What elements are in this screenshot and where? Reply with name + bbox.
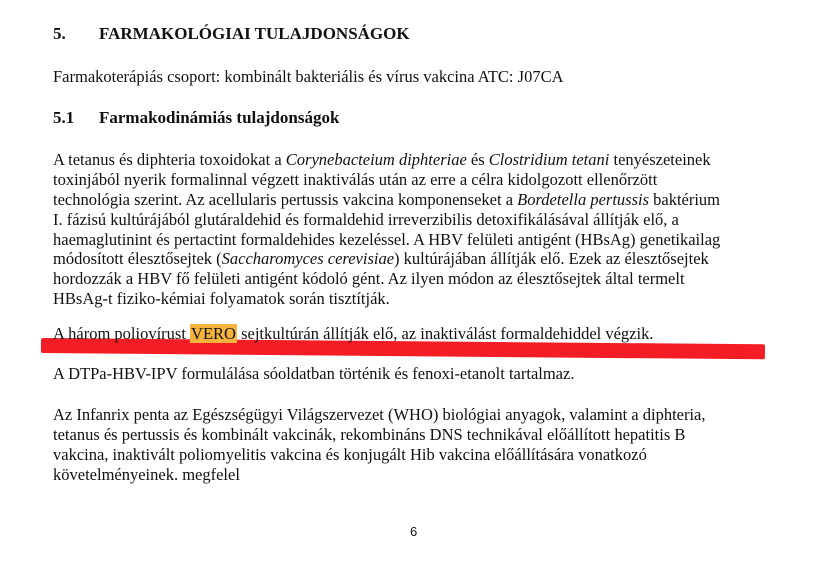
para1-line: HBsAg-t fiziko-kémiai folyamatok során tisztítják. [53,289,390,308]
para1-line [53,190,720,210]
section-title: FARMAKOLÓGIAI TULAJDONSÁGOK [99,24,410,43]
para4-line: tetanus és pertussis és kombinált vakcinák, rekombináns DNS technikával előállított hepatitis B [53,425,686,444]
section-number: 5. [53,24,66,43]
para3-line: A DTPa-HBV-IPV formulálása sóoldatban történik és fenoxi-etanolt tartalmaz. [53,364,575,383]
text-run: módosított élesztősejtek ( [53,249,222,268]
text-run: baktérium [649,190,721,209]
species-name: Bordetella pertussis [517,190,649,209]
species-name: Corynebacteium diphteriae [285,150,467,169]
atc-group-line: Farmakoterápiás csoport: kombinált bakteriális és vírus vakcina ATC: J07CA [53,67,564,86]
subsection-title: Farmakodinámiás tulajdonságok [99,108,340,127]
text-run: A tetanus és diphteria toxoidokat a [53,150,286,169]
para1-line [53,249,709,269]
para1-line: toxinjából nyerik formalinnal végzett inaktiválás után az erre a célra kidolgozott ellenőrzött [53,170,658,189]
page-number: 6 [410,524,418,539]
text-run: sejtkultúrán állítják elő, az inaktiválást formaldehiddel végzik. [236,324,654,343]
text-run: és [466,150,489,169]
para1-line [53,150,711,170]
para1-line: haemaglutinint és pertactint formaldehides kezeléssel. A HBV felületi antigént (HBsAg) genetikailag [53,230,721,249]
species-name: Clostridium tetani [488,150,610,169]
para4-line: követelményeinek. megfelel [53,465,240,484]
para2-line [53,324,653,344]
para4-line: Az Infanrix penta az Egészségügyi Világszervezet (WHO) biológiai anyagok, valamint a diphteria, [53,405,706,424]
para1-line: I. fázisú kultúrájából glutáraldehid és formaldehid irreverzibilis detoxifikálásával állítják elő, a [53,210,679,229]
species-name: Saccharomyces cerevisiae [221,249,395,268]
highlighted-word: VERO [191,324,236,343]
text-run: ) kultúrájában állítják elő. Ezek az élesztősejtek [394,249,709,268]
text-run: A három poliovírust [53,324,191,343]
subsection-number: 5.1 [53,108,75,127]
para4-line: vakcina, inaktivált poliomyelitis vakcina és konjugált Hib vakcina előállítására vonatkozó [53,445,647,464]
text-run: technológia szerint. Az acellularis pertussis vakcina komponenseket a [53,190,518,209]
para1-line: hordozzák a HBV fő felületi antigént kódoló gént. Az ilyen módon az élesztősejtek által termelt [53,269,685,288]
text-run: tenyészeteinek [609,150,711,169]
